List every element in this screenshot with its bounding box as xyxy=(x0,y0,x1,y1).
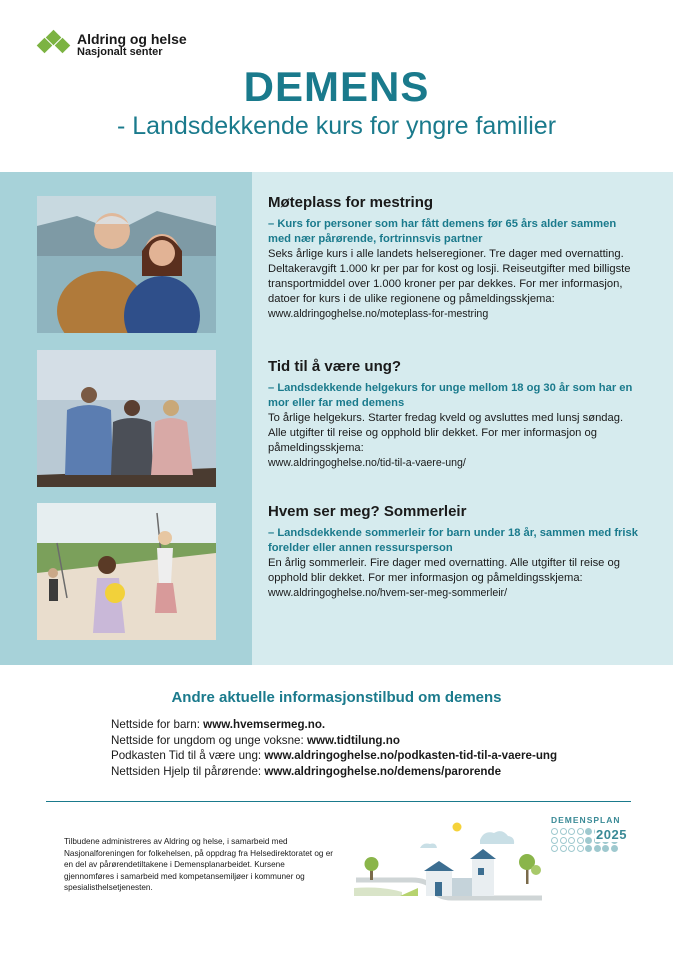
section-link[interactable]: www.aldringoghelse.no/hvem-ser-meg-sommerleir/ xyxy=(268,587,508,599)
info-item-youth xyxy=(111,733,557,749)
section-link[interactable]: www.aldringoghelse.no/tid-til-a-vaere-ung/ xyxy=(268,457,466,469)
info-item-relatives xyxy=(111,764,557,780)
info-item-link[interactable]: www.tidtilung.no xyxy=(306,733,400,747)
logo-name: Aldring og helse xyxy=(77,31,187,47)
info-title: Andre aktuelle informasjonstilbud om demens xyxy=(171,689,502,706)
section-lead: – Kurs for personer som har fått demens før 65 års alder sammen med nær pårørende, fortrinnsvis partner xyxy=(268,218,617,245)
section-sommerleir xyxy=(268,503,640,601)
section-moteplass xyxy=(268,194,640,322)
info-item-link[interactable]: www.aldringoghelse.no/podkasten-tid-til-a-vaere-ung xyxy=(264,749,558,762)
photo-volleyball xyxy=(37,503,216,640)
logo-subtitle: Nasjonalt senter xyxy=(77,45,163,58)
info-item-label: Nettsiden Hjelp til pårørende: xyxy=(111,764,262,778)
info-item-link[interactable]: www.hvemsermeg.no. xyxy=(203,718,326,731)
info-item-label: Nettside for barn: xyxy=(111,718,200,731)
info-item-label: Nettside for ungdom og unge voksne: xyxy=(111,733,304,747)
section-tid-til-ung xyxy=(268,358,640,471)
village-illustration-icon xyxy=(352,818,547,910)
photo-youths xyxy=(37,350,216,487)
footer-text: Tilbudene administreres av Aldring og helse, i samarbeid med Nasjonalforeningen for folkehelsen, på oppdrag fra Helsedirektoratet og er en del av pårørendetiltakene i Demensplanarbeidet. Kursene gjennomføres i samarbeid med kompetansemiljøer i kommuner og spesialisthelsetjenesten. xyxy=(64,837,333,892)
section-body: To årlige helgekurs. Starter fredag kveld og avsluttes med lunsj søndag. Alle utgifter til reise og opphold blir dekket. For mer informasjon og påmeldingsskjema: xyxy=(268,412,624,454)
info-item-label: Podkasten Tid til å være ung: xyxy=(111,749,262,762)
section-lead: – Landsdekkende helgekurs for unge mellom 18 og 30 år som har en mor eller far med demens xyxy=(268,382,633,409)
page-subtitle: - Landsdekkende kurs for yngre familier xyxy=(116,112,557,140)
logo-diamonds-icon xyxy=(37,32,71,58)
section-link[interactable]: www.aldringoghelse.no/moteplass-for-mestring xyxy=(268,308,489,320)
photo-couple xyxy=(37,196,216,333)
demensplan-badge xyxy=(551,815,631,852)
section-heading: Møteplass for mestring xyxy=(268,194,434,211)
info-list xyxy=(111,717,557,779)
section-heading: Hvem ser meg? Sommerleir xyxy=(268,503,467,520)
demensplan-label: DEMENSPLAN xyxy=(551,815,621,825)
info-item-children xyxy=(111,717,557,733)
info-item-podcast xyxy=(111,748,557,764)
section-body: Seks årlige kurs i alle landets helseregioner. Tre dager med overnatting. Deltakeravgift 1.000 kr per par for kost og losji. Reiseutgifter med billigste transportmiddel over 1.000 kroner per par dekkes. For mer informasjon, datoer for kurs i de ulike regionene og påmeldingsskjema: xyxy=(268,248,631,305)
section-heading: Tid til å være ung? xyxy=(268,358,402,375)
info-item-link[interactable]: www.aldringoghelse.no/demens/parorende xyxy=(264,764,502,778)
logo xyxy=(37,32,187,58)
demensplan-year: 2025 xyxy=(596,827,627,842)
divider xyxy=(46,801,631,802)
content-band xyxy=(0,172,673,665)
section-lead: – Landsdekkende sommerleir for barn under 18 år, sammen med frisk forelder eller annen ressursperson xyxy=(268,527,638,554)
section-body: En årlig sommerleir. Fire dager med overnatting. Alle utgifter til reise og opphold blir dekket. For mer informasjon og påmeldingsskjema: xyxy=(268,557,620,584)
page-title: DEMENS xyxy=(243,63,430,110)
